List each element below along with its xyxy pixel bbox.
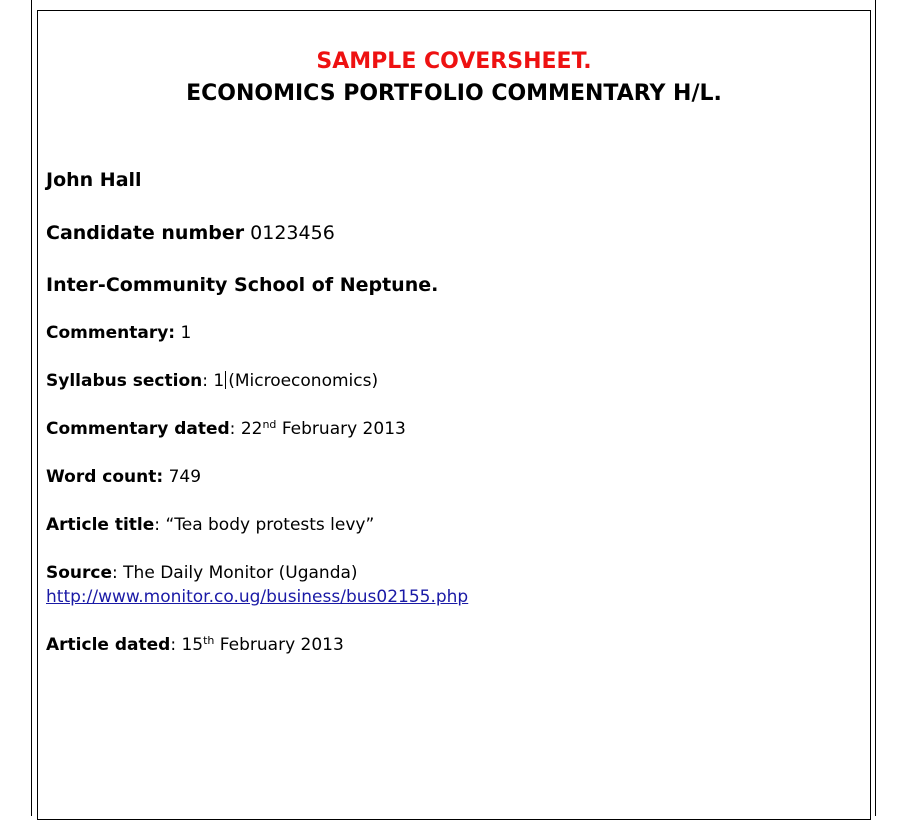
commentary-dated-rest: February 2013 (281, 419, 406, 439)
portfolio-title: ECONOMICS PORTFOLIO COMMENTARY H/L. (186, 81, 722, 106)
syllabus-line: Syllabus section: 1 (Microeconomics) (46, 371, 379, 391)
school-name: Inter-Community School of Neptune. (46, 274, 439, 296)
article-title-label: Article title (46, 515, 155, 535)
article-dated-day: 15 (181, 635, 204, 655)
syllabus-number: 1 (213, 371, 225, 391)
word-count-value: 749 (168, 467, 202, 487)
article-dated-line: Article dated: 15th February 2013 (46, 634, 344, 655)
article-title-value: “Tea body protests levy” (165, 515, 375, 535)
source-label: Source (46, 563, 113, 583)
commentary-dated-label: Commentary dated (46, 419, 230, 439)
commentary-dated-line: Commentary dated: 22nd February 2013 (46, 418, 406, 439)
article-title-line: Article title: “Tea body protests levy” (46, 515, 375, 535)
commentary-dated-day: 22 (240, 419, 263, 439)
word-count-line (46, 467, 201, 487)
commentary-dated-suffix: nd (262, 418, 277, 431)
article-dated-label: Article dated (46, 635, 171, 655)
source-value: The Daily Monitor (Uganda) (123, 563, 358, 583)
candidate-number-label: Candidate number (46, 222, 245, 244)
source-url-link[interactable]: http://www.monitor.co.ug/business/bus02155.php (46, 587, 469, 607)
candidate-number-line (46, 222, 335, 244)
syllabus-text: (Microeconomics) (228, 371, 379, 391)
sample-coversheet-title: SAMPLE COVERSHEET. (316, 49, 592, 74)
candidate-number-value: 0123456 (250, 222, 335, 244)
article-dated-rest: February 2013 (219, 635, 344, 655)
commentary-label: Commentary: (46, 323, 176, 343)
title-block (0, 47, 908, 109)
article-dated-suffix: th (203, 634, 215, 647)
candidate-name: John Hall (46, 169, 142, 191)
text-cursor (225, 371, 226, 389)
source-line: Source: The Daily Monitor (Uganda) (46, 563, 358, 583)
commentary-value: 1 (180, 323, 192, 343)
word-count-label: Word count: (46, 467, 164, 487)
coversheet-border (37, 10, 871, 820)
commentary-line (46, 323, 191, 343)
syllabus-label: Syllabus section (46, 371, 203, 391)
